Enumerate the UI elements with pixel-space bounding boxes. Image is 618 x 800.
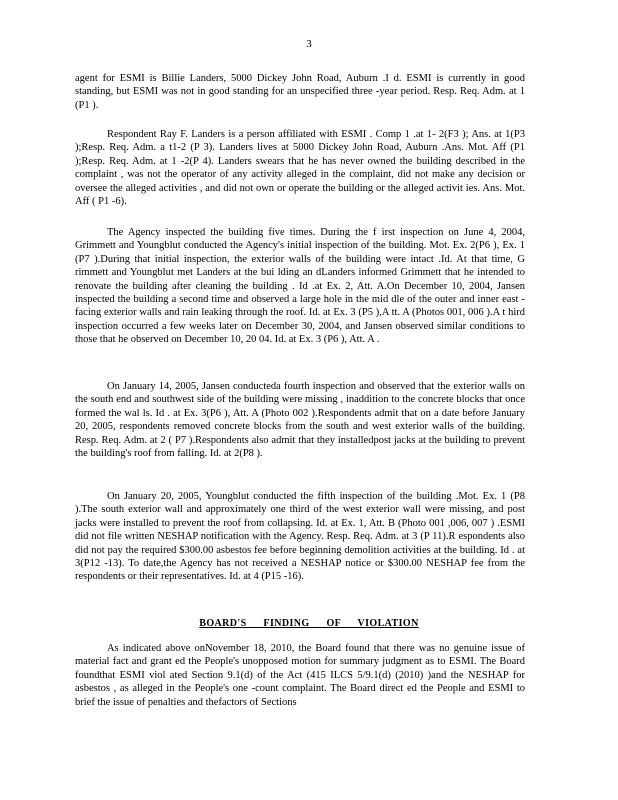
- paragraph-inspections: The Agency inspected the building five times. During the f irst inspection on June 4, 2004, Grimmett and Youngblut conducted the Agency's initial inspection of the building. Mot. Ex. 2(P6 ), Ex. 1 (P7 ).During that initial inspection, the exterior walls of the building were intact .Id. At that time, G rimmett and Youngblut met Landers at the bui lding an dLanders informed Grimmett that he intended to renovate the building after cleaning the building . Id .at Ex. 2, Att. A.On December 10, 2004, Jansen inspected the building a second time and observed a large hole in the mid dle of the outer and inner east - facing exterior walls and rain leaking through the roof. Id. at Ex. 3 (P5 ),A tt. A (Photos 001, 006 ).A t hird inspection occurred a few weeks later on December 30, 2004, and Jansen observed similar conditions to those that he observed on December 10, 20 04. Id. at Ex. 3 (P6 ), Att. A .: [75, 227, 525, 346]
- paragraph-agent: agent for ESMI is Billie Landers, 5000 Dickey John Road, Auburn .I d. ESMI is currently in good standing, but ESMI was not in good standing for an unspecified three -year period. Resp. Req. Adm. at 1 (P1 ).: [75, 73, 525, 111]
- paragraph-respondent: Respondent Ray F. Landers is a person affiliated with ESMI . Comp 1 .at 1- 2(F3 ); Ans. at 1(P3 );Resp. Req. Adm. a t1-2 (P 3). Landers lives at 5000 Dickey John Road, Auburn .Ans. Mot. Aff (P1 );Resp. Req. Adm. at 1 -2(P 4). Landers swears that he has never owned the building described in the complaint , was not the operator of any activity alleged in the complaint, did not make any decision or oversee the alleged activities , and did not own or operate the building or the alleged activit ies. Ans. Mot. Aff ( P1 -6).: [75, 129, 525, 208]
- page-number: 3: [306, 38, 312, 50]
- paragraph-fourth-inspection: On January 14, 2005, Jansen conducteda fourth inspection and observed that the exterior walls on the south end and southwest side of the building were missing , inaddition to the concrete blocks that once formed the wal ls. Id . at Ex. 3(P6 ), Att. A (Photo 002 ).Respondents admit that on a date before January 20, 2005, respondents removed concrete blocks from the south and west exterior walls of the building. Resp. Req. Adm. at 2 ( P7 ).Respondents also admit that they installedpost jacks at the building to prevent the building's roof from falling. Id. at 2(P8 ).: [75, 381, 525, 460]
- paragraph-fifth-inspection: On January 20, 2005, Youngblut conducted the fifth inspection of the building .Mot. Ex. 1 (P8 ).The south exterior wall and approximately one third of the west exterior wall were missing, and post jacks were installed to prevent the roof from collapsing. Id. at Ex. 1, Att. B (Photo 001 ,006, 007 ) .ESMI did not file written NESHAP notification with the Agency. Resp. Req. Adm. at 3 (P 11).R espondents also did not pay the required $300.00 asbestos fee before beginning demolition activities at the building. Id . at 3(P12 -13). To date,the Agency has not received a NESHAP notice or $300.00 NESHAP fee from the respondents or their representatives. Id. at 4 (P15 -16).: [75, 491, 525, 583]
- paragraph-board-finding: As indicated above onNovember 18, 2010, the Board found that there was no genuine issue of material fact and grant ed the People's unopposed motion for summary judgment as to ESMI. The Board foundthat ESMI viol ated Section 9.1(d) of the Act (415 ILCS 5/9.1(d) (2010) )and the NESHAP for asbestos , as alleged in the People's one -count complaint. The Board direct ed the People and ESMI to brief the issue of penalties and thefactors of Sections: [75, 643, 525, 708]
- section-heading: BOARD'S FINDING OF VIOLATION: [199, 618, 419, 629]
